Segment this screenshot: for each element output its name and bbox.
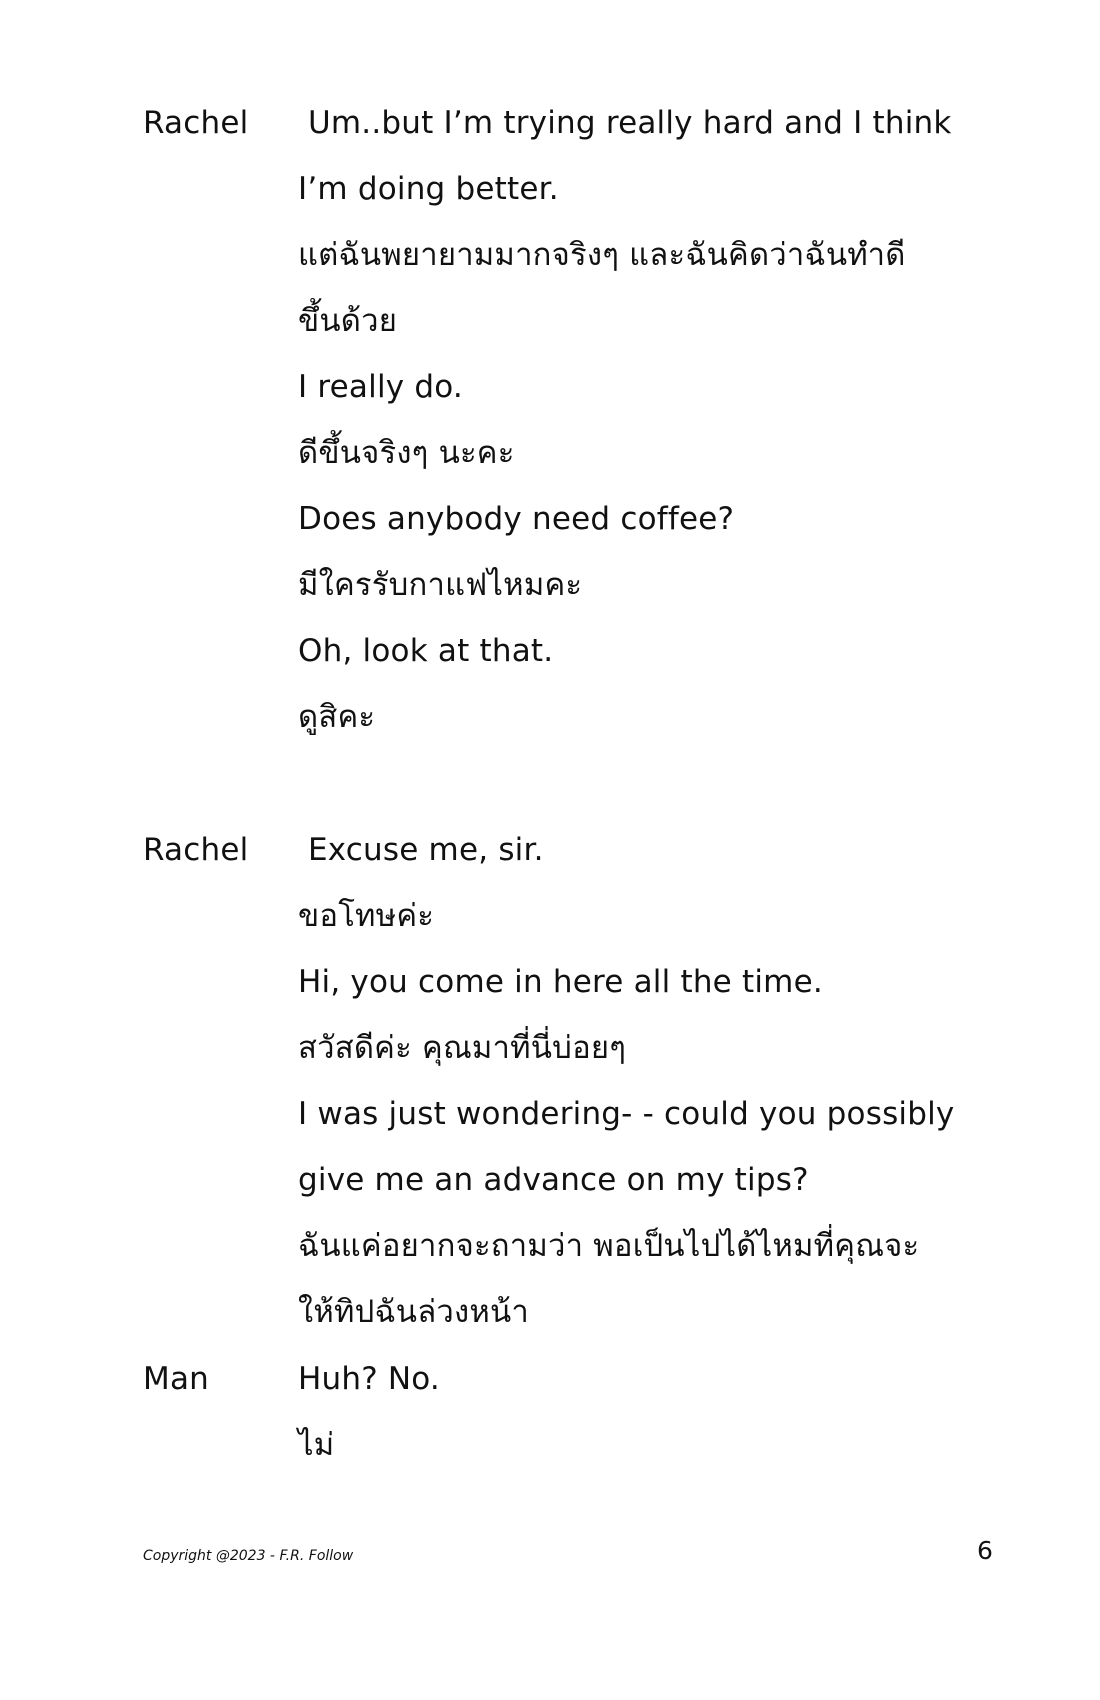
page-number: 6 [977,1536,993,1565]
speaker-name: Rachel [143,832,249,868]
dialogue-line: ดีขึ้นจริงๆ นะคะ [298,435,515,471]
dialogue-line: ขึ้นด้วย [298,303,398,339]
dialogue-line: Hi, you come in here all the time. [298,964,823,1000]
dialogue-line: give me an advance on my tips? [298,1162,809,1198]
dialogue-line: Excuse me, sir. [308,832,544,868]
dialogue-line: ให้ทิปฉันล่วงหน้า [298,1294,529,1330]
dialogue-line: Oh, look at that. [298,633,554,669]
dialogue-line: I really do. [298,369,463,405]
speaker-name: Rachel [143,105,249,141]
dialogue-line: สวัสดีค่ะ คุณมาที่นี่บ่อยๆ [298,1030,627,1066]
dialogue-line: มีใครรับกาแฟไหมคะ [298,567,583,603]
dialogue-line: ขอโทษค่ะ [298,898,435,934]
dialogue-line: Does anybody need coffee? [298,501,735,537]
dialogue-line: Um..but I’m trying really hard and I think [308,105,952,141]
dialogue-line: ดูสิคะ [298,699,376,735]
dialogue-line: Huh? No. [298,1361,440,1397]
dialogue-line: I’m doing better. [298,171,559,207]
dialogue-line: ไม่ [298,1427,335,1463]
dialogue-line: แต่ฉันพยายามมากจริงๆ และฉันคิดว่าฉันทำดี [298,237,906,273]
copyright-notice: Copyright @2023 - F.R. Follow [143,1548,354,1564]
speaker-name: Man [143,1361,209,1397]
dialogue-line: I was just wondering- - could you possibly [298,1096,955,1132]
dialogue-line: ฉันแค่อยากจะถามว่า พอเป็นไปได้ไหมที่คุณจะ [298,1228,920,1264]
